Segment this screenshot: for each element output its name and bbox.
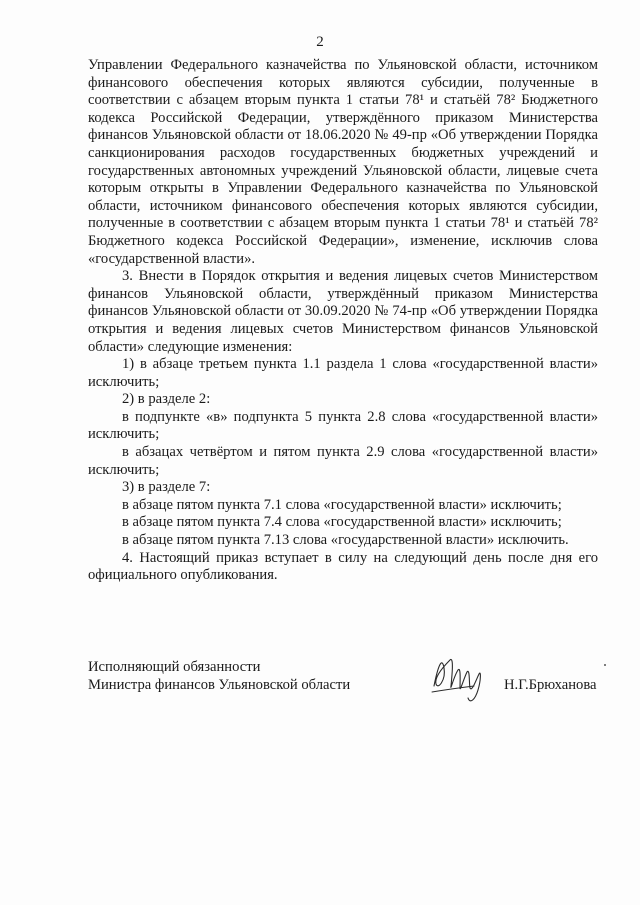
handwritten-signature [424,646,490,708]
scan-speck [604,664,606,666]
signer-title-line-2: Министра финансов Ульяновской области [88,677,351,693]
paragraph-subitem-3: 3) в разделе 7: [122,479,211,496]
signer-title-line-1: Исполняющий обязанности [88,659,261,675]
paragraph-subitem-3a: в абзаце пятом пункта 7.1 слова «государственной власти» исключить; [122,496,562,513]
paragraph-subitem-2: 2) в разделе 2: [122,391,211,408]
paragraph-subitem-3c: в абзаце пятом пункта 7.13 слова «государственной власти» исключить. [122,532,569,549]
paragraph-subitem-1: 1) в абзаце третьем пункта 1.1 раздела 1 слова «государственной власти» исключить; [88,356,598,390]
signer-name: Н.Г.Брюханова [504,677,597,693]
document-body [88,57,598,585]
paragraph-subitem-2a: в подпункте «в» подпункта 5 пункта 2.8 слова «государственной власти» исключить; [88,408,598,443]
paragraph-subitem-3b: в абзаце пятом пункта 7.4 слова «государственной власти» исключить; [122,514,562,531]
paragraph-subitem-2b: в абзацах четвёртом и пятом пункта 2.9 слова «государственной власти» исключить; [88,444,598,478]
paragraph-item-3: 3. Внести в Порядок открытия и ведения лицевых счетов Министерством финансов Ульяновской области, утверждённый приказом Министерства финансов Ульяновской области от 30.09.2020 № 74-пр «Об утверждении Порядка открытия и ведения лицевых счетов Министерством финансов Ульяновской области» следующие изменения: [88,268,598,355]
paragraph-continuation: Управлении Федерального казначейства по Ульяновской области, источником финансового обеспечения которых являются субсидии, полученные в соответствии с абзацем вторым пункта 1 статьи 78¹ и статьёй 78² Бюджетного кодекса Российской Федерации, утверждённого приказом Министерства финансов Ульяновской области от 18.06.2020 № 49-пр «Об утверждении Порядка санкционирования расходов государственных бюджетных учреждений и государственных автономных учреждений Ульяновской области, лицевые счета которым открыты в Управлении Федерального казначейства по Ульяновской области, источником финансового обеспечения которых являются субсидии, полученные в соответствии с абзацем вторым пункта 1 статьи 78¹ и статьёй 78² Бюджетного кодекса Российской Федерации», изменение, исключив слова «государственной власти». [88,57,598,267]
signature-block [88,658,598,718]
paragraph-item-4: 4. Настоящий приказ вступает в силу на следующий день после дня его официального опубликования. [88,549,598,584]
page-number: 2 [316,34,324,50]
